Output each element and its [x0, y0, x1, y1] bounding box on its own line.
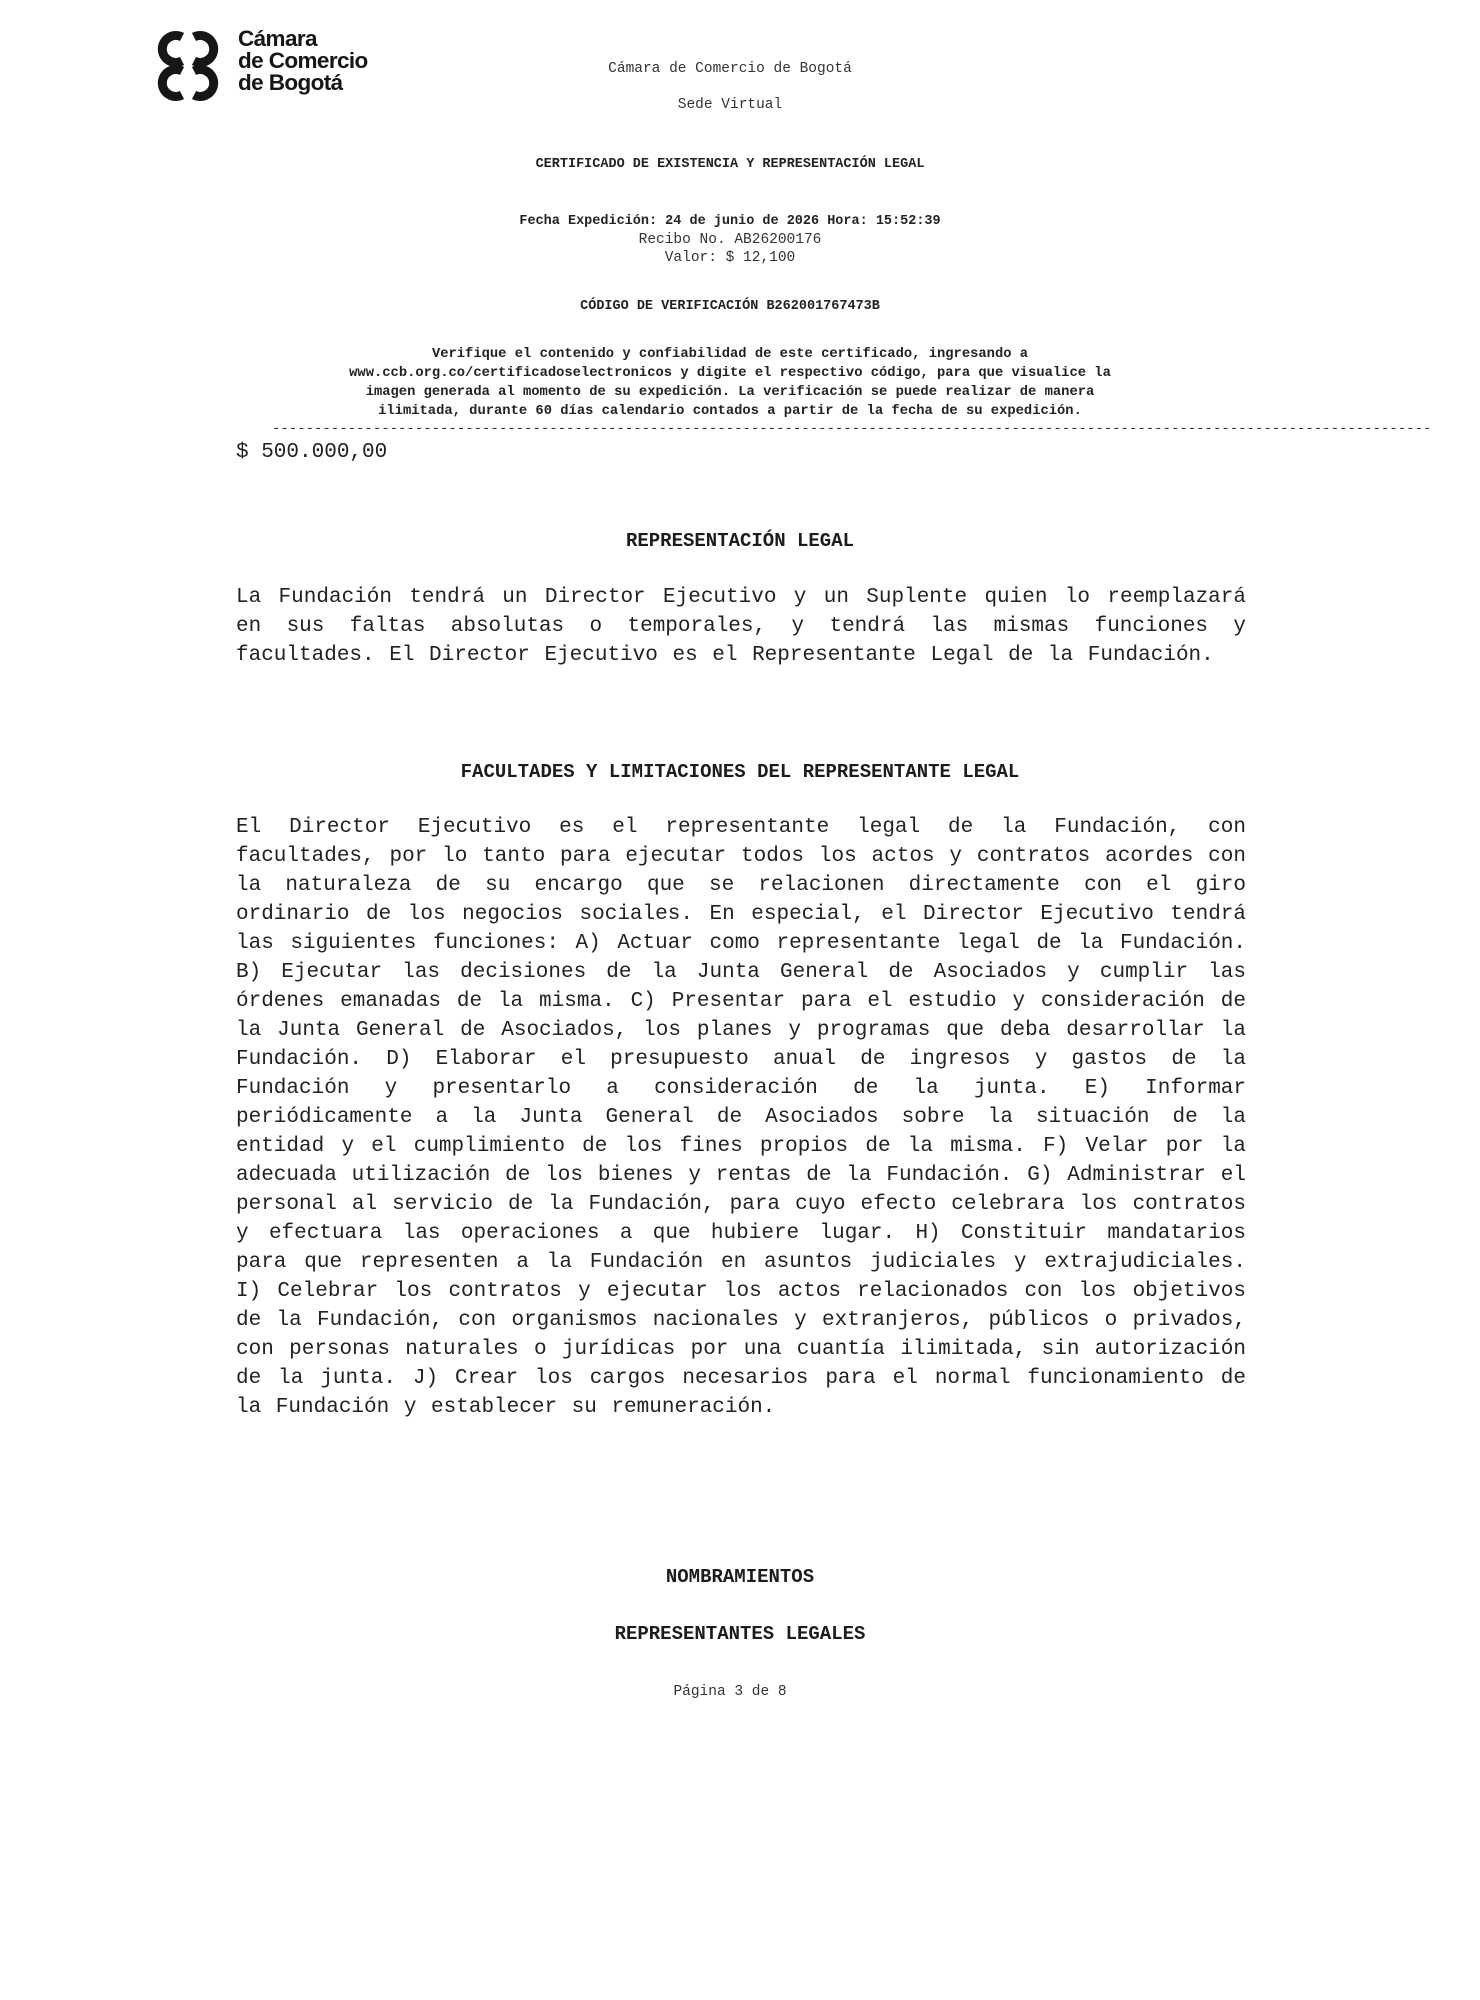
site-name: Sede Virtual [677, 97, 783, 113]
logo-line-1: Cámara [238, 26, 317, 51]
receipt-number: Recibo No. AB26200176 [638, 232, 822, 248]
chamber-name: Cámara de Comercio de Bogotá [608, 61, 852, 77]
paragraph-representacion-legal: La Fundación tendrá un Director Ejecutivo y un Suplente quien lo reemplazará en sus faltas absolutas o temporales, y tendrá las mismas funciones y facultades. El Director Ejecutivo es el Representante Legal de la Fundación. [236, 586, 1246, 667]
verification-notice [0, 345, 1460, 421]
section-title-representantes-legales: REPRESENTANTES LEGALES [614, 1623, 866, 1645]
section-title-nombramientos: NOMBRAMIENTOS [665, 1566, 815, 1588]
certificate-value: Valor: $ 12,100 [664, 250, 796, 266]
section-title-facultades: FACULTADES Y LIMITACIONES DEL REPRESENTANTE LEGAL [460, 761, 1020, 783]
section-title-representacion-legal: REPRESENTACIÓN LEGAL [625, 530, 855, 552]
separator-line: ------------------------------------------------------------------------------------------------------------------------------------------ [272, 421, 1432, 437]
notice-line-3: imagen generada al momento de su expedición. La verificación se puede realizar de manera [365, 385, 1095, 400]
logo-line-2: de Comercio [238, 48, 368, 73]
capital-amount: $ 500.000,00 [236, 441, 388, 464]
expedition-date: Fecha Expedición: 24 de junio de 2026 Hora: 15:52:39 [519, 214, 941, 229]
notice-line-2: www.ccb.org.co/certificadoselectronicos y digite el respectivo código, para que visualice la [349, 366, 1111, 381]
logo-line-3: de Bogotá [238, 70, 343, 95]
verification-code: CÓDIGO DE VERIFICACIÓN B262001767473B [580, 299, 880, 314]
notice-line-1: Verifique el contenido y confiabilidad de este certificado, ingresando a [431, 347, 1029, 362]
notice-line-4: ilimitada, durante 60 días calendario contados a partir de la fecha de su expedición. [378, 404, 1082, 419]
paragraph-facultades: El Director Ejecutivo es el representante legal de la Fundación, con facultades, por lo tanto para ejecutar todos los actos y contratos acordes con la naturaleza de su encargo que se relacionen directamente con el giro ordinario de los negocios sociales. En especial, el Director Ejecutivo tendrá las siguientes funciones: A) Actuar como representante legal de la Fundación. B) Ejecutar las decisiones de la Junta General de Asociados y cumplir las órdenes emanadas de la misma. C) Presentar para el estudio y consideración de la Junta General de Asociados, los planes y programas que deba desarrollar la Fundación. D) Elaborar el presupuesto anual de ingresos y gastos de la Fundación y presentarlo a consideración de la junta. E) Informar periódicamente a la Junta General de Asociados sobre la situación de la entidad y el cumplimiento de los fines propios de la misma. F) Velar por la adecuada utilización de los bienes y rentas de la Fundación. G) Administrar el personal al servicio de la Fundación, para cuyo efecto celebrara los contratos y efectuara las operaciones a que hubiere lugar. H) Constituir mandatarios para que representen a la Fundación en asuntos judiciales y extrajudiciales. I) Celebrar los contratos y ejecutar los actos relacionados con los objetivos de la Fundación, con organismos nacionales y extranjeros, públicos o privados, con personas naturales o jurídicas por una cuantía ilimitada, sin autorización de la junta. J) Crear los cargos necesarios para el normal funcionamiento de la Fundación y establecer su remuneración. [236, 816, 1246, 1419]
certificate-title: CERTIFICADO DE EXISTENCIA Y REPRESENTACIÓN LEGAL [535, 157, 925, 172]
page-number: Página 3 de 8 [673, 1684, 787, 1700]
